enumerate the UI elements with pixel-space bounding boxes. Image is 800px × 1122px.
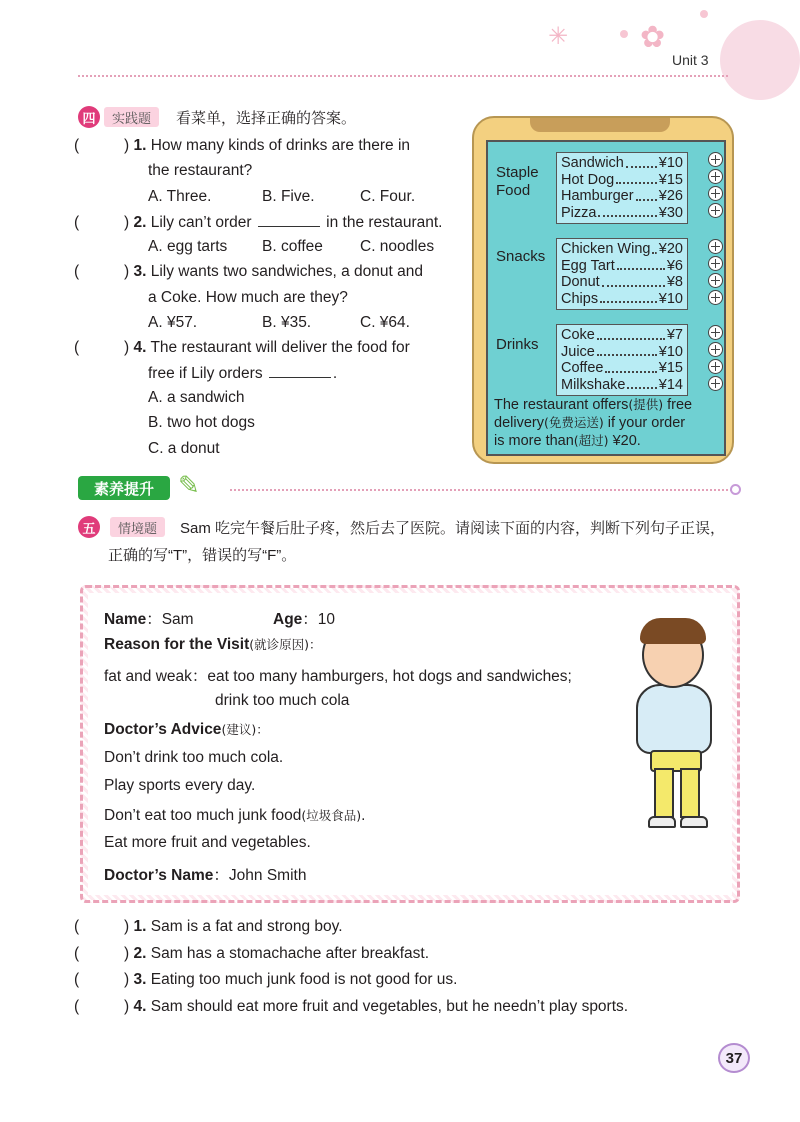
- record-age: [273, 607, 335, 629]
- menu-item: [561, 274, 683, 291]
- field-label: Doctor’s Name: [104, 867, 214, 884]
- menu-item: [561, 377, 683, 394]
- question-text: Sam has a stomachache after breakfast.: [150, 945, 430, 962]
- question-number: 2.: [133, 945, 147, 962]
- add-icon[interactable]: [708, 203, 723, 218]
- question-text: Lily wants two sandwiches, a donut and: [150, 263, 424, 280]
- item-price: ¥8: [666, 274, 683, 290]
- question-number: 3.: [133, 263, 147, 280]
- question-4: [74, 339, 410, 357]
- delivery-gloss: (免费运送): [543, 415, 604, 430]
- item-name: Juice: [561, 343, 595, 360]
- answer-paren-close: ): [124, 263, 130, 280]
- answer-blank[interactable]: [269, 364, 331, 378]
- unit-label: Unit 3: [672, 52, 709, 68]
- pencil-icon: ✎: [178, 470, 200, 500]
- advice-text: Don’t eat too much junk food: [104, 807, 302, 824]
- option-b: B. ¥35.: [262, 314, 312, 331]
- judge-question-3: [74, 971, 457, 989]
- option-c: C. a donut: [148, 440, 220, 457]
- question-text-line2: a Coke. How much are they?: [148, 289, 348, 306]
- question-text: Sam is a fat and strong boy.: [150, 918, 343, 935]
- record-doctor: [104, 863, 306, 885]
- section-number-badge: 五: [78, 516, 100, 538]
- menu-category: [496, 248, 545, 266]
- delivery-note: [494, 396, 724, 450]
- field-value: ：Sam: [146, 611, 194, 628]
- menu-list: [556, 324, 688, 396]
- add-icon[interactable]: [708, 273, 723, 288]
- answer-paren-close: ): [124, 137, 130, 154]
- option-c: C. Four.: [360, 188, 416, 205]
- field-value: ：John Smith: [213, 867, 307, 884]
- record-advice: [104, 720, 269, 739]
- menu-item: [561, 241, 683, 258]
- item-name: Chicken Wing: [561, 241, 651, 257]
- answer-paren-open: (: [74, 214, 80, 231]
- item-price: ¥10: [658, 155, 683, 171]
- delivery-text: The restaurant offers: [494, 397, 629, 413]
- boy-illustration: [680, 768, 700, 818]
- question-number: 2.: [133, 214, 147, 231]
- question-text: Sam should eat more fruit and vegetables, but he needn’t play sports.: [150, 998, 629, 1015]
- option-b: B. two hot dogs: [148, 414, 255, 431]
- item-name: Hot Dog: [561, 171, 615, 188]
- add-icon[interactable]: [708, 376, 723, 391]
- advice-gloss: (垃圾食品): [301, 808, 362, 823]
- question-3: [74, 263, 423, 281]
- item-price: ¥10: [658, 290, 683, 307]
- category-name: Snacks: [496, 248, 546, 265]
- item-name: Egg Tart: [561, 257, 615, 274]
- menu-list: [556, 238, 688, 310]
- item-name: Chips: [561, 290, 599, 307]
- menu-item: [561, 258, 683, 275]
- menu-item: [561, 155, 683, 172]
- answer-paren-close: ): [124, 945, 130, 962]
- add-icon[interactable]: [708, 152, 723, 167]
- boy-illustration: [648, 816, 676, 828]
- option-a: A. egg tarts: [148, 238, 228, 255]
- judge-question-2: [74, 945, 429, 963]
- item-price: ¥7: [666, 327, 683, 343]
- section-instruction-line2: 正确的写“T”，错误的写“F”。: [108, 547, 297, 564]
- question-text-line2: the restaurant?: [148, 162, 253, 179]
- item-price: ¥14: [658, 376, 683, 393]
- advice-4: Eat more fruit and vegetables.: [104, 834, 311, 851]
- answer-paren-close: ): [124, 998, 130, 1015]
- judge-question-4: [74, 998, 628, 1016]
- section-tag: 情境题: [110, 517, 165, 537]
- option-b: B. Five.: [262, 188, 315, 205]
- answer-paren-open: (: [74, 945, 80, 962]
- item-price: ¥26: [658, 188, 683, 204]
- question-1: [74, 137, 410, 155]
- banner-divider: [230, 489, 732, 491]
- header-decoration: [720, 20, 800, 100]
- delivery-text: if your order: [603, 415, 686, 431]
- answer-paren-close: ): [124, 971, 130, 988]
- section-number-badge: 四: [78, 106, 100, 128]
- question-2: [74, 213, 442, 232]
- advice-1: Don’t drink too much cola.: [104, 749, 284, 766]
- question-number: 4.: [133, 339, 147, 356]
- menu-item: [561, 327, 683, 344]
- answer-paren-open: (: [74, 137, 80, 154]
- option-c: C. ¥64.: [360, 314, 410, 331]
- category-name: Food: [496, 182, 531, 199]
- item-price: ¥10: [658, 343, 683, 360]
- question-number: 4.: [133, 998, 147, 1015]
- literacy-badge: 素养提升: [78, 476, 170, 500]
- question-number: 3.: [133, 971, 147, 988]
- phone-notch: [530, 118, 670, 132]
- reason-line-1: fat and weak：eat too many hamburgers, hot dogs and sandwiches;: [104, 668, 572, 685]
- item-name: Milkshake: [561, 376, 626, 393]
- delivery-text: free: [663, 397, 693, 413]
- menu-category: [496, 164, 539, 200]
- divider-end-icon: [730, 484, 741, 495]
- field-gloss: (建议)：: [221, 722, 269, 737]
- option-c: C. noodles: [360, 238, 435, 255]
- record-name: [104, 607, 194, 629]
- menu-item: [561, 188, 683, 205]
- menu-category: [496, 336, 539, 354]
- advice-text: .: [361, 807, 366, 824]
- delivery-text: is more than: [494, 433, 574, 449]
- option-b: B. coffee: [262, 238, 323, 255]
- item-name: Donut: [561, 274, 600, 290]
- item-name: Sandwich: [561, 155, 624, 171]
- header-divider: [78, 75, 728, 77]
- answer-paren-open: (: [74, 263, 80, 280]
- menu-item: [561, 344, 683, 361]
- category-name: Staple: [496, 164, 539, 181]
- answer-blank[interactable]: [258, 213, 320, 227]
- advice-2: Play sports every day.: [104, 777, 256, 794]
- boy-illustration: [654, 768, 674, 818]
- question-text: free if Lily orders: [148, 365, 263, 382]
- menu-item: [561, 291, 683, 308]
- field-value: ：10: [302, 611, 336, 628]
- answer-paren-open: (: [74, 918, 80, 935]
- delivery-text: delivery: [494, 415, 544, 431]
- item-price: ¥20: [658, 241, 683, 257]
- answer-paren-close: ): [124, 339, 130, 356]
- field-gloss: (就诊原因)：: [249, 637, 322, 652]
- answer-paren-close: ): [124, 918, 130, 935]
- menu-item: [561, 360, 683, 377]
- field-label: Doctor’s Advice: [104, 721, 222, 738]
- option-a: A. ¥57.: [148, 314, 198, 331]
- answer-paren-open: (: [74, 339, 80, 356]
- delivery-text: ¥20.: [608, 433, 641, 449]
- section-instruction: Sam 吃完午餐后肚子疼，然后去了医院。请阅读下面的内容，判断下列句子正误，: [180, 520, 726, 537]
- boy-illustration: [636, 684, 712, 754]
- option-a: A. Three.: [148, 188, 212, 205]
- question-text: The restaurant will deliver the food for: [150, 339, 410, 356]
- menu-list: [556, 152, 688, 224]
- decor-dot: [620, 30, 628, 38]
- answer-paren-open: (: [74, 998, 80, 1015]
- question-number: 1.: [133, 918, 147, 935]
- boy-illustration: [640, 618, 706, 644]
- item-name: Hamburger: [561, 188, 634, 204]
- item-price: ¥6: [666, 257, 683, 274]
- question-number: 1.: [133, 137, 147, 154]
- category-name: Drinks: [496, 336, 539, 353]
- advice-3: [104, 806, 365, 825]
- record-reason: [104, 635, 322, 654]
- item-name: Coffee: [561, 360, 604, 376]
- add-icon[interactable]: [708, 325, 723, 340]
- option-a: A. a sandwich: [148, 389, 245, 406]
- item-price: ¥30: [658, 204, 683, 221]
- reason-line-2: drink too much cola: [215, 692, 350, 709]
- field-label: Age: [273, 611, 303, 628]
- section-instruction: 看菜单，选择正确的答案。: [176, 110, 357, 127]
- question-text-line2: [148, 364, 337, 383]
- add-icon[interactable]: [708, 169, 723, 184]
- add-icon[interactable]: [708, 256, 723, 271]
- flower-icon: ✿: [640, 21, 666, 54]
- add-icon[interactable]: [708, 342, 723, 357]
- add-icon[interactable]: [708, 186, 723, 201]
- answer-paren-close: ): [124, 214, 130, 231]
- section-tag: 实践题: [104, 107, 159, 127]
- boy-illustration: [680, 816, 708, 828]
- item-name: Coke: [561, 327, 595, 343]
- question-text: How many kinds of drinks are there in: [150, 137, 411, 154]
- decor-dot: [700, 10, 708, 18]
- field-label: Name: [104, 611, 147, 628]
- answer-paren-open: (: [74, 971, 80, 988]
- add-icon[interactable]: [708, 239, 723, 254]
- judge-question-1: [74, 918, 343, 936]
- delivery-gloss: (超过): [573, 433, 609, 448]
- question-text: Lily can’t order: [150, 214, 252, 231]
- menu-item: [561, 205, 683, 222]
- delivery-gloss: (提供): [628, 397, 664, 412]
- add-icon[interactable]: [708, 359, 723, 374]
- menu-screen: [486, 140, 726, 456]
- field-label: Reason for the Visit: [104, 636, 250, 653]
- flower-icon: ✳: [548, 23, 569, 50]
- add-icon[interactable]: [708, 290, 723, 305]
- item-price: ¥15: [658, 171, 683, 188]
- item-price: ¥15: [658, 360, 683, 376]
- item-name: Pizza: [561, 204, 597, 221]
- question-text-after: .: [332, 365, 338, 382]
- page-number: 37: [718, 1043, 750, 1073]
- question-text: Eating too much junk food is not good for us.: [150, 971, 458, 988]
- question-text-after: in the restaurant.: [326, 214, 443, 231]
- menu-item: [561, 172, 683, 189]
